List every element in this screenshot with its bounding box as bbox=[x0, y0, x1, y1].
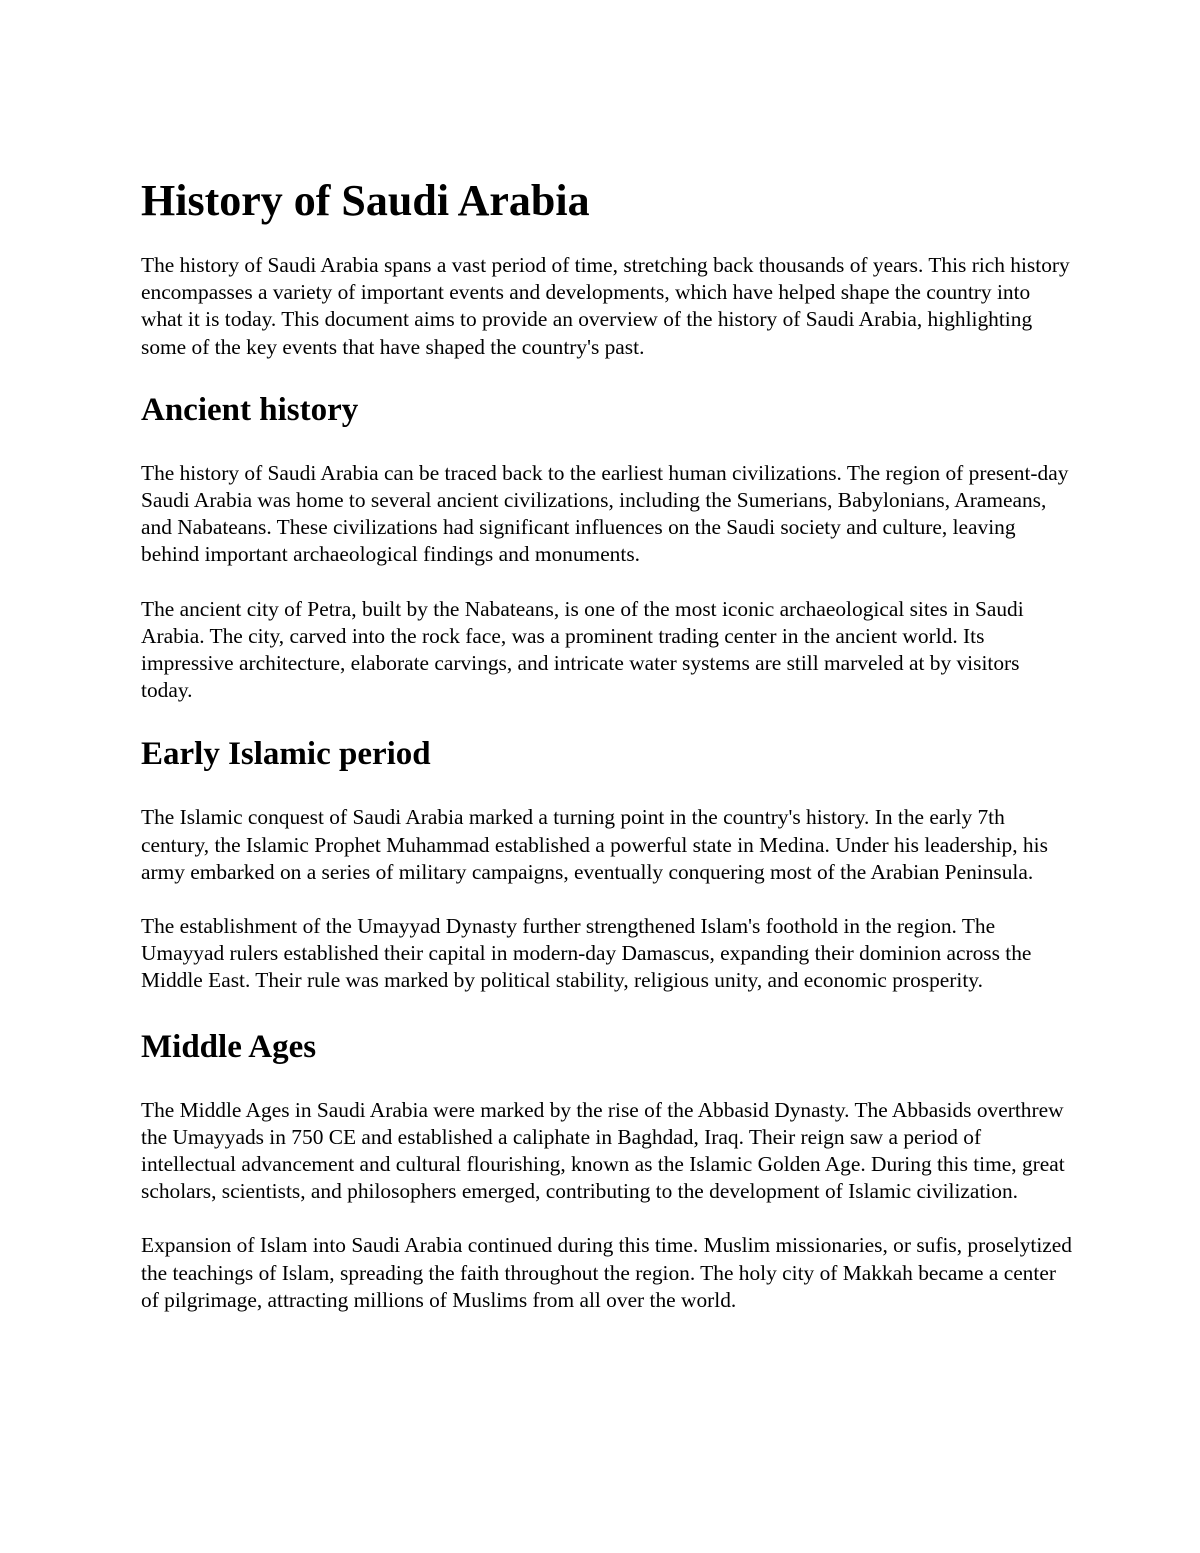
document-title: History of Saudi Arabia bbox=[141, 176, 590, 225]
section-paragraph: The history of Saudi Arabia can be traced back to the earliest human civilizations. The region of present-day Saudi Arabia was home to several ancient civilizations, including the Sumerians, Babylonians, Arameans, and Nabateans. These civilizations had significant influences on the Saudi society and culture, leaving behind important archaeological findings and monuments. bbox=[141, 460, 1069, 567]
section-paragraph: The Islamic conquest of Saudi Arabia marked a turning point in the country's history. In the early 7th century, the Islamic Prophet Muhammad established a powerful state in Medina. Under his leadership, his army embarked on a series of military campaigns, eventually conquering most of the Arabian Peninsula. bbox=[141, 805, 1048, 884]
section-heading-early-islamic-period: Early Islamic period bbox=[141, 736, 431, 773]
section-heading-ancient-history: Ancient history bbox=[141, 391, 359, 428]
section-paragraph: The ancient city of Petra, built by the Nabateans, is one of the most iconic archaeological sites in Saudi Arabia. The city, carved into the rock face, was a prominent trading center in the ancient world. Its impressive architecture, elaborate carvings, and intricate water systems are still marveled at by visitors today. bbox=[141, 596, 1024, 703]
section-paragraph: The establishment of the Umayyad Dynasty further strengthened Islam's foothold in the region. The Umayyad rulers established their capital in modern-day Damascus, expanding their dominion across the Middle East. Their rule was marked by political stability, religious unity, and economic prosperity. bbox=[141, 914, 1032, 993]
section-paragraph: The Middle Ages in Saudi Arabia were marked by the rise of the Abbasid Dynasty. The Abbasids overthrew the Umayyads in 750 CE and established a caliphate in Baghdad, Iraq. Their reign saw a period of intellectual advancement and cultural flourishing, known as the Islamic Golden Age. During this time, great scholars, scientists, and philosophers emerged, contributing to the development of Islamic civilization. bbox=[141, 1097, 1065, 1204]
section-paragraph: Expansion of Islam into Saudi Arabia continued during this time. Muslim missionaries, or sufis, proselytized the teachings of Islam, spreading the faith throughout the region. The holy city of Makkah became a center of pilgrimage, attracting millions of Muslims from all over the world. bbox=[141, 1233, 1072, 1312]
section-heading-middle-ages: Middle Ages bbox=[141, 1028, 317, 1065]
intro-paragraph: The history of Saudi Arabia spans a vast period of time, stretching back thousands of years. This rich history encompasses a variety of important events and developments, which have helped shape the country into what it is today. This document aims to provide an overview of the history of Saudi Arabia, highlighting some of the key events that have shaped the country's past. bbox=[141, 253, 1070, 359]
document-page bbox=[141, 172, 1076, 1314]
